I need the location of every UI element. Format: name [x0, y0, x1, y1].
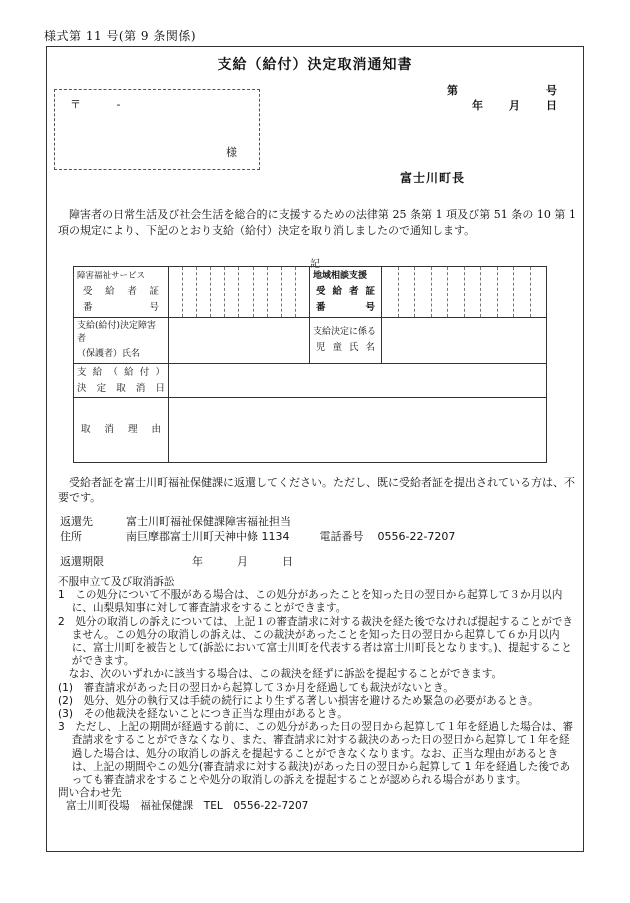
decision-target-line1: 支給(給付)決定障害者 — [77, 321, 157, 344]
child-name-label — [310, 318, 382, 364]
cancel-date-field[interactable] — [169, 364, 547, 398]
return-destination — [60, 514, 455, 544]
cancel-date-line2: 決 定 取 消 日 — [77, 382, 165, 394]
table-row — [74, 267, 547, 318]
appeal-sub-3: (3) その他裁決を経ないことにつき正当な理由があるとき。 — [58, 708, 348, 721]
decision-target-name-field[interactable] — [169, 318, 310, 364]
postal-mark: 〒 — [70, 98, 81, 111]
postal-code — [70, 96, 120, 112]
appeal-sub-2: (2) 処分、処分の執行又は手続の続行により生ずる著しい損害を避けるため緊急の必要があるとき。 — [58, 694, 539, 707]
return-to-label: 返還先 — [60, 515, 93, 528]
cert-number-label — [74, 267, 169, 318]
chiiki-label-line2: 受 給 者 証 — [316, 285, 375, 297]
number-dai: 第 — [447, 84, 458, 97]
appeal-heading: 不服申立て及び取消訴訟 — [58, 576, 175, 588]
document-title: 支給（給付）決定取消通知書 — [217, 57, 413, 73]
reason-label-text: 取 消 理 由 — [81, 424, 161, 435]
inquiry-contact: 富士川町役場 福祉保健課 TEL 0556-22-7207 — [66, 800, 309, 813]
cert-label-line2: 受 給 者 証 — [83, 285, 159, 297]
decision-target-label — [74, 318, 169, 364]
cancel-date-line1: 支 給 （ 給 付 ） — [77, 366, 165, 378]
reason-label — [74, 398, 169, 463]
appeal-item-2-note: なお、次のいずれかに該当する場合は、この裁決を経ずに訴訟を提起することができます。 — [68, 668, 503, 681]
inquiry-label: 問い合わせ先 — [58, 787, 122, 800]
issue-day: 日 — [546, 99, 557, 112]
child-label-line2: 児 童 氏 名 — [316, 342, 375, 353]
return-to-value: 富士川町福祉保健課障害福祉担当 — [126, 515, 291, 528]
document-number-line — [447, 82, 557, 98]
chiiki-number-field[interactable] — [382, 267, 547, 318]
appeal-sub-1: (1) 審査請求があった日の翌日から起算して３か月を経過しても裁決がないとき。 — [58, 681, 454, 694]
table-row — [74, 318, 547, 364]
postal-dash: - — [116, 98, 121, 111]
number-go: 号 — [546, 84, 557, 97]
appeal-section — [58, 576, 578, 814]
form-number: 様式第 11 号(第 9 条関係) — [44, 29, 197, 43]
decision-target-line2: （保護者）氏名 — [77, 349, 141, 359]
address-label: 住所 — [60, 530, 82, 543]
table-row — [74, 364, 547, 398]
phone-value: 0556-22-7207 — [377, 530, 456, 543]
cert-label-line1: 障害福祉サービス — [77, 270, 146, 281]
reason-field[interactable] — [169, 398, 547, 463]
chiiki-label-line3: 番 号 — [316, 301, 375, 313]
return-deadline — [60, 553, 293, 569]
cert-label-line3: 番 号 — [83, 301, 159, 313]
cancel-date-label — [74, 364, 169, 398]
chiiki-label-line1: 地域相談支援 — [313, 270, 368, 281]
issue-year: 年 — [472, 99, 483, 112]
deadline-month: 月 — [237, 555, 248, 568]
deadline-label: 返還期限 — [60, 555, 104, 568]
phone-label: 電話番号 — [319, 530, 364, 543]
appeal-item-3: 3 ただし、上記の期間が経過する前に、この処分があった日の翌日から起算して１年を経過した場合は、審査請求をすることができなくなり、また、審査請求に対する裁決のあった日の翌日から起算して１年を経過した場合は、処分の取消しの訴えを提起することができなくなります。なお、正当な理由があるときは、上記の期間やこの処分(審査請求に対する裁決)があった日の翌日から起算して 1 年を経過した後であっても審査請求をすることや処分の取消しの訴えを提起することが認められる場合があります。 — [58, 721, 574, 787]
appeal-item-1: 1 この処分について不服がある場合は、この処分があったことを知った日の翌日から起算して３か月以内に、山梨県知事に対して審査請求をすることができます。 — [58, 589, 563, 615]
deadline-day: 日 — [282, 555, 293, 568]
appeal-item-2: 2 処分の取消しの訴えについては、上記１の審査請求に対する裁決を経た後でなければ提起することができません。この処分の取消しの訴えは、この裁決があったことを知った日の翌日から起算して６か月以内に、富士川町を被告として(訴訟において富士川町を代表する者は富士川町長となります。)、提起することができます。 — [58, 615, 574, 668]
child-name-field[interactable] — [382, 318, 547, 364]
issue-date-line — [472, 97, 557, 113]
notice-body: 障害者の日常生活及び社会生活を総合的に支援するための法律第 25 条第 1 項及び第 51 条の 10 第 1 項の規定により、下記のとおり支給（給付）決定を取り消しましたので通知します。 — [58, 208, 576, 237]
issuer-name: 富士川町長 — [400, 171, 466, 185]
child-label-line1: 支給決定に係る — [313, 327, 377, 337]
details-table — [73, 266, 547, 463]
return-note: 受給者証を富士川町福祉保健課に返還してください。ただし、既に受給者証を提出されている方は、不要です。 — [58, 476, 575, 504]
deadline-year: 年 — [192, 555, 203, 568]
address-value: 南巨摩郡富士川町天神中條 1134 — [126, 530, 290, 543]
recipient-honorific: 様 — [226, 146, 237, 159]
table-row — [74, 398, 547, 463]
ki-marker: 記 — [310, 259, 320, 270]
issue-month: 月 — [509, 99, 520, 112]
cert-number-field[interactable] — [169, 267, 310, 318]
chiiki-number-label — [310, 267, 382, 318]
